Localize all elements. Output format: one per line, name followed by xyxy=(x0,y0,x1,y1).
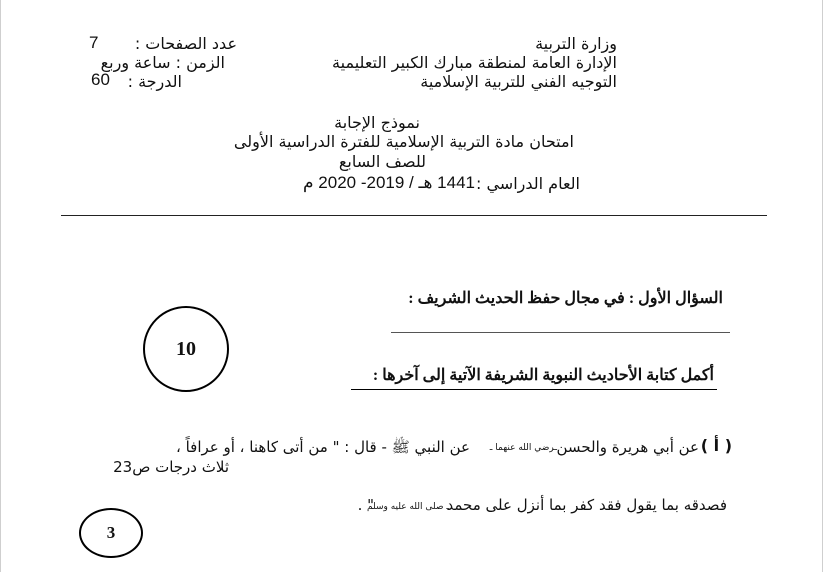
item-a-text: عن أبي هريرة والحسن xyxy=(556,438,699,456)
item-score-circle xyxy=(79,508,143,558)
item-a-small-1: ـرضي الله عنهما ـ xyxy=(489,443,557,453)
department-name: التوجيه الفني للتربية الإسلامية xyxy=(420,72,617,91)
heading-underline xyxy=(391,332,730,333)
model-answer-title: نموذج الإجابة xyxy=(334,113,420,132)
year-value: 1441 هـ / 2019- 2020 م xyxy=(303,173,475,192)
header-separator xyxy=(61,215,767,216)
item-a-marks: ثلاث درجات ص23 xyxy=(113,458,229,476)
question-score-value: 10 xyxy=(176,337,196,360)
pages-value: 7 xyxy=(89,33,99,52)
administration-name: الإدارة العامة لمنطقة مبارك الكبير التعليمية xyxy=(332,53,617,72)
pages-label: عدد الصفحات : xyxy=(134,34,237,53)
grade-label: الدرجة : xyxy=(127,72,182,91)
exam-title: امتحان مادة التربية الإسلامية للفترة الدراسية الأولى xyxy=(233,132,574,151)
time-label: الزمن : ساعة وربع xyxy=(100,53,225,72)
grade-value: 60 xyxy=(91,70,110,89)
year-label: العام الدراسي : xyxy=(475,174,580,193)
item-score-value: 3 xyxy=(106,523,116,542)
ministry-name: وزارة التربية xyxy=(535,34,617,53)
item-a-text-2: عن النبي ﷺ - قال : " من أتى كاهنا ، أو عرافاً ، xyxy=(175,438,470,456)
question-score-circle xyxy=(143,306,229,392)
item-a-line-2: فصدقه بما يقول فقد كفر بما أنزل على محمد xyxy=(446,496,727,514)
grade-level: للصف السابع xyxy=(338,152,426,171)
instruction-text: أكمل كتابة الأحاديث النبوية الشريفة الآتية إلى آخرها : xyxy=(372,367,714,384)
item-a-letter: ( أ ) xyxy=(700,436,732,455)
instruction-underline xyxy=(351,389,717,390)
item-a-small-2: ـ صلى الله عليه وسلم xyxy=(367,502,449,512)
item-a-end: " . xyxy=(357,496,374,514)
question1-heading: السؤال الأول : في مجال حفظ الحديث الشريف : xyxy=(408,290,723,307)
